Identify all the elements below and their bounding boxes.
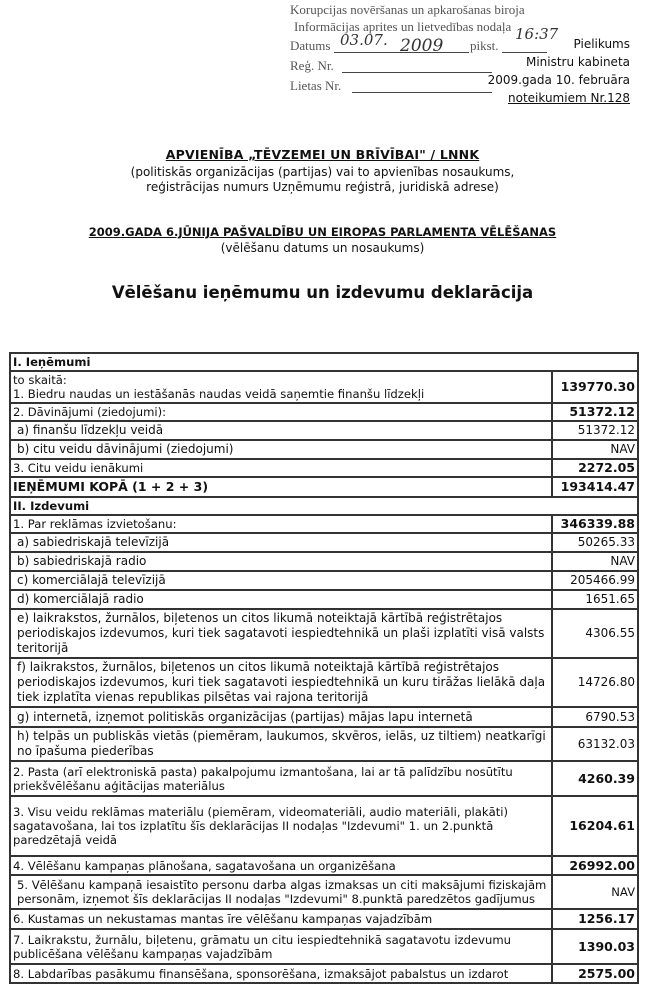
row-label: I. Ieņēmumi <box>10 353 638 371</box>
table-row <box>10 964 638 983</box>
table-row <box>10 552 638 571</box>
table-row <box>10 403 638 421</box>
row-label: b) sabiedriskajā radio <box>10 552 552 571</box>
table-row <box>10 590 638 609</box>
election-caption: (vēlēšanu datums un nosaukums) <box>220 241 425 255</box>
table-row <box>10 440 638 459</box>
row-label: 2. Dāvinājumi (ziedojumi): <box>10 403 552 421</box>
row-amount: 193414.47 <box>552 477 638 497</box>
row-amount: 139770.30 <box>552 371 638 403</box>
reg-underline <box>342 72 492 73</box>
row-label: f) laikrakstos, žurnālos, biļetenos un citos likumā noteiktajā kārtībā reģistrētajos periodiskajos izdevumos, kuri tiek sagatavoti iespiedtehnikā un kuru tirāžas lielākā daļa tiek izplatīta vienas republikas pilsētas vai rajona teritorijā <box>10 658 552 707</box>
row-label: 5. Vēlēšanu kampaņā iesaistīto personu darba algas izmaksas un citi maksājumi fiziskajām personām, izņemot šīs deklarācijas II nodaļas "Izdevumi" 8.punktā paredzētos gadījumus <box>10 875 552 909</box>
annex-line-2: Ministru kabineta <box>525 55 630 69</box>
row-label: a) finanšu līdzekļu veidā <box>10 421 552 440</box>
organization-caption-2: reģistrācijas numurs Uzņēmumu reģistrā, juridiskā adrese) <box>146 180 499 194</box>
row-label: e) laikrakstos, žurnālos, biļetenos un citos likumā noteiktajā kārtībā reģistrētajos periodiskajos izdevumos, kuri tiek sagatavoti iespiedtehnikā un plaši izplatīti visā valsts teritorijā <box>10 609 552 658</box>
row-label: 3. Visu veidu reklāmas materiālu (piemēram, videomateriāli, audio materiāli, plakāti) sagatavošana, lai tos izplatītu šīs deklarācijas II nodaļas "Izdevumi" 1. un 2.punktā paredzētajā veidā <box>10 796 552 856</box>
document-title: Vēlēšanu ieņēmumu un izdevumu deklarācija <box>111 283 534 302</box>
table-row <box>10 371 638 403</box>
stamp-case-label: Lietas Nr. <box>290 78 342 93</box>
row-amount: 14726.80 <box>552 658 638 707</box>
table-row <box>10 796 638 856</box>
table-row <box>10 477 638 497</box>
stamp-line-1: Korupcijas novēršanas un apkarošanas biroja <box>290 2 525 17</box>
table-row <box>10 609 638 658</box>
handwritten-year: 2009 <box>400 36 444 56</box>
declaration-table <box>9 352 639 984</box>
table-row <box>10 929 638 964</box>
row-label: d) komerciālajā radio <box>10 590 552 609</box>
row-amount: 1256.17 <box>552 909 638 929</box>
organization-name: APVIENĪBA „TĒVZEMEI UN BRĪVĪBAI" / LNNK <box>165 147 480 162</box>
section-header-row <box>10 497 638 515</box>
row-amount: NAV <box>552 875 638 909</box>
stamp-date-label: Datums <box>290 38 331 53</box>
case-underline <box>352 92 492 93</box>
table-row <box>10 658 638 707</box>
row-label: IEŅĒMUMI KOPĀ (1 + 2 + 3) <box>10 477 552 497</box>
row-amount: 51372.12 <box>552 421 638 440</box>
table-row <box>10 459 638 477</box>
table-row <box>10 875 638 909</box>
annex-line-3: 2009.gada 10. februāra <box>487 73 630 87</box>
row-label: 1. Par reklāmas izvietošanu: <box>10 515 552 533</box>
row-amount: 26992.00 <box>552 856 638 875</box>
annex-line-4: noteikumiem Nr.128 <box>508 91 630 105</box>
table-row <box>10 727 638 761</box>
row-label: b) citu veidu dāvinājumi (ziedojumi) <box>10 440 552 459</box>
row-label: to skaitā: 1. Biedru naudas un iestāšanās naudas veidā saņemtie finanšu līdzekļi <box>10 371 552 403</box>
row-amount: 6790.53 <box>552 707 638 727</box>
row-label: h) telpās un publiskās vietās (piemēram, laukumos, skvēros, ielās, uz tiltiem) neatkarīgi no īpašuma piederības <box>10 727 552 761</box>
row-label: 7. Laikrakstu, žurnālu, biļetenu, grāmatu un citu iespiedtehnikā sagatavotu izdevumu publicēšana vēlēšanu kampaņas vajadzībām <box>10 929 552 964</box>
table-row <box>10 571 638 590</box>
row-amount: 1390.03 <box>552 929 638 964</box>
row-label: II. Izdevumi <box>10 497 638 515</box>
row-amount: 50265.33 <box>552 533 638 552</box>
handwritten-date: 03.07. <box>340 31 388 49</box>
row-amount: 2575.00 <box>552 964 638 983</box>
row-amount: NAV <box>552 552 638 571</box>
row-amount: 2272.05 <box>552 459 638 477</box>
row-amount: 16204.61 <box>552 796 638 856</box>
stamp-time-label: pikst. <box>470 38 499 53</box>
row-label: a) sabiedriskajā televīzijā <box>10 533 552 552</box>
table-row <box>10 856 638 875</box>
row-label: g) internetā, izņemot politiskās organizācijas (partijas) mājas lapu internetā <box>10 707 552 727</box>
row-amount: 4260.39 <box>552 761 638 796</box>
annex-note <box>488 35 630 107</box>
table-row <box>10 421 638 440</box>
section-header-row <box>10 353 638 371</box>
table-row <box>10 761 638 796</box>
row-label: 3. Citu veidu ienākumi <box>10 459 552 477</box>
stamp-line-2: Informācijas aprites un lietvedības nodaļa <box>294 19 512 34</box>
row-amount: 1651.65 <box>552 590 638 609</box>
handwritten-time: 16:37 <box>515 25 559 43</box>
row-label: c) komerciālajā televīzijā <box>10 571 552 590</box>
table-row <box>10 909 638 929</box>
row-amount: 346339.88 <box>552 515 638 533</box>
election-name: 2009.GADA 6.JŪNIJA PAŠVALDĪBU UN EIROPAS PARLAMENTA VĒLĒŠANAS <box>88 225 557 239</box>
row-label: 4. Vēlēšanu kampaņas plānošana, sagatavošana un organizēšana <box>10 856 552 875</box>
row-amount: NAV <box>552 440 638 459</box>
row-label: 8. Labdarības pasākumu finansēšana, sponsorēšana, izmaksājot pabalstus un izdarot <box>10 964 552 983</box>
row-label: 6. Kustamas un nekustamas mantas īre vēlēšanu kampaņas vajadzībām <box>10 909 552 929</box>
stamp-reg-label: Reģ. Nr. <box>290 58 334 73</box>
table-row <box>10 515 638 533</box>
organization-caption-1: (politiskās organizācijas (partijas) vai to apvienības nosaukums, <box>130 165 515 179</box>
table-row <box>10 533 638 552</box>
row-label: 2. Pasta (arī elektroniskā pasta) pakalpojumu izmantošana, lai ar tā palīdzību nosūtītu priekšvēlēšanu aģitācijas materiālus <box>10 761 552 796</box>
row-amount: 51372.12 <box>552 403 638 421</box>
table-row <box>10 707 638 727</box>
row-amount: 63132.03 <box>552 727 638 761</box>
row-amount: 4306.55 <box>552 609 638 658</box>
annex-line-1: Pielikums <box>573 37 630 51</box>
row-amount: 205466.99 <box>552 571 638 590</box>
